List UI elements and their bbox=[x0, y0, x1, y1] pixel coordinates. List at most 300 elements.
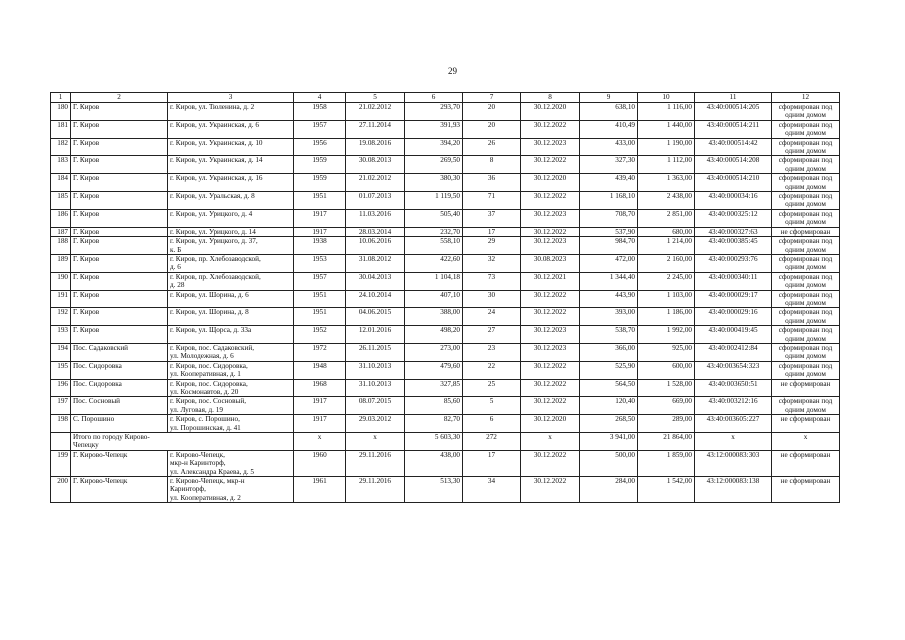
value-col10: 2 245,00 bbox=[638, 272, 695, 290]
row-number: 195 bbox=[51, 361, 71, 379]
cadastral-number: 43:40:002412:84 bbox=[695, 343, 772, 361]
row-number: 182 bbox=[51, 138, 71, 156]
value-col10: 600,00 bbox=[638, 361, 695, 379]
resettlement-deadline: 30.12.2023 bbox=[521, 237, 580, 255]
recognition-date: 29.03.2012 bbox=[346, 415, 405, 433]
register-table bbox=[50, 92, 840, 503]
construction-year: 1957 bbox=[294, 120, 346, 138]
table-row bbox=[51, 379, 840, 397]
resident-count: 25 bbox=[463, 379, 521, 397]
table-row bbox=[51, 156, 840, 174]
recognition-date: 27.11.2014 bbox=[346, 120, 405, 138]
cadastral-number: 43:40:003605:227 bbox=[695, 415, 772, 433]
construction-year: 1957 bbox=[294, 272, 346, 290]
area-value: 391,93 bbox=[405, 120, 463, 138]
table-row bbox=[51, 326, 840, 344]
table-row bbox=[51, 227, 840, 236]
table-row bbox=[51, 308, 840, 326]
area-value: 422,60 bbox=[405, 254, 463, 272]
locality: Г. Киров bbox=[71, 120, 168, 138]
resident-count: 20 bbox=[463, 103, 521, 121]
locality: Г. Киров bbox=[71, 138, 168, 156]
value-col9: 284,00 bbox=[580, 477, 638, 503]
land-status: сформирован под одним домом bbox=[772, 120, 840, 138]
area-value: 407,10 bbox=[405, 290, 463, 308]
column-number: 12 bbox=[772, 93, 840, 103]
table-row bbox=[51, 450, 840, 476]
row-number: 183 bbox=[51, 156, 71, 174]
value-col10: 1 542,00 bbox=[638, 477, 695, 503]
value-col10: 2 438,00 bbox=[638, 192, 695, 210]
area-value: 269,50 bbox=[405, 156, 463, 174]
cadastral-number: 43:40:000327:63 bbox=[695, 227, 772, 236]
total-col9: 3 941,00 bbox=[580, 433, 638, 451]
value-col10: 1 214,00 bbox=[638, 237, 695, 255]
table-row bbox=[51, 415, 840, 433]
locality: Г. Киров bbox=[71, 326, 168, 344]
land-status: сформирован под одним домом bbox=[772, 174, 840, 192]
column-number: 1 bbox=[51, 93, 71, 103]
land-status: не сформирован bbox=[772, 450, 840, 476]
construction-year: 1956 bbox=[294, 138, 346, 156]
value-col10: 1 186,00 bbox=[638, 308, 695, 326]
total-empty bbox=[51, 433, 71, 451]
row-number: 180 bbox=[51, 103, 71, 121]
construction-year: 1917 bbox=[294, 227, 346, 236]
construction-year: 1917 bbox=[294, 397, 346, 415]
area-value: 1 104,18 bbox=[405, 272, 463, 290]
table-row bbox=[51, 103, 840, 121]
land-status: сформирован под одним домом bbox=[772, 290, 840, 308]
value-col9: 1 344,40 bbox=[580, 272, 638, 290]
resettlement-deadline: 30.12.2020 bbox=[521, 174, 580, 192]
table-row bbox=[51, 174, 840, 192]
recognition-date: 04.06.2015 bbox=[346, 308, 405, 326]
address: г. Киров, пр. Хлебозаводской, д. 28 bbox=[168, 272, 294, 290]
recognition-date: 30.04.2013 bbox=[346, 272, 405, 290]
address: г. Киров, пос. Сидоровка, ул. Космонавтов, д. 20 bbox=[168, 379, 294, 397]
row-number: 189 bbox=[51, 254, 71, 272]
resettlement-deadline: 30.12.2022 bbox=[521, 308, 580, 326]
resettlement-deadline: 30.08.2023 bbox=[521, 254, 580, 272]
resident-count: 37 bbox=[463, 209, 521, 227]
locality: Г. Кирово-Чепецк bbox=[71, 450, 168, 476]
resident-count: 20 bbox=[463, 120, 521, 138]
value-col9: 443,90 bbox=[580, 290, 638, 308]
recognition-date: 12.01.2016 bbox=[346, 326, 405, 344]
value-col10: 1 112,00 bbox=[638, 156, 695, 174]
locality: Г. Киров bbox=[71, 272, 168, 290]
area-value: 232,70 bbox=[405, 227, 463, 236]
land-status: сформирован под одним домом bbox=[772, 209, 840, 227]
value-col9: 439,40 bbox=[580, 174, 638, 192]
recognition-date: 28.03.2014 bbox=[346, 227, 405, 236]
locality: Г. Киров bbox=[71, 237, 168, 255]
area-value: 438,00 bbox=[405, 450, 463, 476]
land-status: не сформирован bbox=[772, 227, 840, 236]
resettlement-deadline: 30.12.2022 bbox=[521, 379, 580, 397]
row-number: 198 bbox=[51, 415, 71, 433]
locality: Г. Киров bbox=[71, 103, 168, 121]
column-number: 10 bbox=[638, 93, 695, 103]
construction-year: 1968 bbox=[294, 379, 346, 397]
resident-count: 22 bbox=[463, 361, 521, 379]
cadastral-number: 43:40:000293:76 bbox=[695, 254, 772, 272]
value-col10: 1 992,00 bbox=[638, 326, 695, 344]
cadastral-number: 43:40:003650:51 bbox=[695, 379, 772, 397]
land-status: не сформирован bbox=[772, 415, 840, 433]
construction-year: 1953 bbox=[294, 254, 346, 272]
row-number: 187 bbox=[51, 227, 71, 236]
value-col9: 393,00 bbox=[580, 308, 638, 326]
row-number: 191 bbox=[51, 290, 71, 308]
column-number: 5 bbox=[346, 93, 405, 103]
total-deadline: х bbox=[521, 433, 580, 451]
recognition-date: 29.11.2016 bbox=[346, 477, 405, 503]
row-number: 194 bbox=[51, 343, 71, 361]
address: г. Киров, ул. Тюленина, д. 2 bbox=[168, 103, 294, 121]
cadastral-number: 43:40:003654:323 bbox=[695, 361, 772, 379]
row-number: 188 bbox=[51, 237, 71, 255]
land-status: сформирован под одним домом bbox=[772, 138, 840, 156]
resident-count: 6 bbox=[463, 415, 521, 433]
area-value: 273,00 bbox=[405, 343, 463, 361]
total-status: х bbox=[772, 433, 840, 451]
page-number: 29 bbox=[448, 66, 457, 76]
resettlement-deadline: 30.12.2022 bbox=[521, 477, 580, 503]
value-col9: 500,00 bbox=[580, 450, 638, 476]
table-row bbox=[51, 477, 840, 503]
cadastral-number: 43:40:000514:42 bbox=[695, 138, 772, 156]
value-col10: 1 190,00 bbox=[638, 138, 695, 156]
area-value: 293,70 bbox=[405, 103, 463, 121]
construction-year: 1960 bbox=[294, 450, 346, 476]
resident-count: 23 bbox=[463, 343, 521, 361]
address: г. Киров, ул. Украинская, д. 14 bbox=[168, 156, 294, 174]
area-value: 558,10 bbox=[405, 237, 463, 255]
recognition-date: 31.10.2013 bbox=[346, 379, 405, 397]
column-number: 6 bbox=[405, 93, 463, 103]
table-row bbox=[51, 138, 840, 156]
value-col9: 525,90 bbox=[580, 361, 638, 379]
area-value: 513,30 bbox=[405, 477, 463, 503]
cadastral-number: 43:40:000385:45 bbox=[695, 237, 772, 255]
resident-count: 29 bbox=[463, 237, 521, 255]
resettlement-deadline: 30.12.2023 bbox=[521, 326, 580, 344]
recognition-date: 19.08.2016 bbox=[346, 138, 405, 156]
resettlement-deadline: 30.12.2022 bbox=[521, 450, 580, 476]
column-number-row bbox=[51, 93, 840, 103]
row-number: 186 bbox=[51, 209, 71, 227]
value-col10: 1 528,00 bbox=[638, 379, 695, 397]
recognition-date: 26.11.2015 bbox=[346, 343, 405, 361]
value-col9: 638,10 bbox=[580, 103, 638, 121]
area-value: 85,60 bbox=[405, 397, 463, 415]
land-status: сформирован под одним домом bbox=[772, 254, 840, 272]
value-col9: 268,50 bbox=[580, 415, 638, 433]
land-status: сформирован под одним домом bbox=[772, 308, 840, 326]
resettlement-deadline: 30.12.2022 bbox=[521, 156, 580, 174]
recognition-date: 10.06.2016 bbox=[346, 237, 405, 255]
value-col10: 1 440,00 bbox=[638, 120, 695, 138]
area-value: 82,70 bbox=[405, 415, 463, 433]
row-number: 181 bbox=[51, 120, 71, 138]
row-number: 185 bbox=[51, 192, 71, 210]
resident-count: 17 bbox=[463, 227, 521, 236]
locality: Г. Киров bbox=[71, 174, 168, 192]
row-number: 192 bbox=[51, 308, 71, 326]
address: г. Киров, пос. Сосновый, ул. Луговая, д. 19 bbox=[168, 397, 294, 415]
area-value: 394,20 bbox=[405, 138, 463, 156]
total-year: х bbox=[294, 433, 346, 451]
total-date: х bbox=[346, 433, 405, 451]
resettlement-deadline: 30.12.2020 bbox=[521, 103, 580, 121]
address: г. Киров, ул. Уральская, д. 8 bbox=[168, 192, 294, 210]
cadastral-number: 43:40:000419:45 bbox=[695, 326, 772, 344]
land-status: сформирован под одним домом bbox=[772, 272, 840, 290]
table-row bbox=[51, 290, 840, 308]
address: г. Киров, ул. Украинская, д. 6 bbox=[168, 120, 294, 138]
address: г. Кирово-Чепецк, мкр-н Каринторф, ул. Кооперативная, д. 2 bbox=[168, 477, 294, 503]
value-col10: 925,00 bbox=[638, 343, 695, 361]
construction-year: 1952 bbox=[294, 326, 346, 344]
row-number: 184 bbox=[51, 174, 71, 192]
column-number: 2 bbox=[71, 93, 168, 103]
cadastral-number: 43:12:000083:138 bbox=[695, 477, 772, 503]
cadastral-number: 43:40:000514:210 bbox=[695, 174, 772, 192]
table-row bbox=[51, 120, 840, 138]
area-value: 479,60 bbox=[405, 361, 463, 379]
recognition-date: 31.08.2012 bbox=[346, 254, 405, 272]
total-label: Итого по городу Кирово- Чепецку bbox=[71, 433, 294, 451]
cadastral-number: 43:40:000514:211 bbox=[695, 120, 772, 138]
recognition-date: 24.10.2014 bbox=[346, 290, 405, 308]
resettlement-deadline: 30.12.2022 bbox=[521, 397, 580, 415]
resident-count: 34 bbox=[463, 477, 521, 503]
recognition-date: 08.07.2015 bbox=[346, 397, 405, 415]
column-number: 7 bbox=[463, 93, 521, 103]
locality: Г. Киров bbox=[71, 308, 168, 326]
column-number: 8 bbox=[521, 93, 580, 103]
land-status: не сформирован bbox=[772, 477, 840, 503]
value-col9: 538,70 bbox=[580, 326, 638, 344]
table-row bbox=[51, 192, 840, 210]
address: г. Киров, ул. Урицкого, д. 37, к. Б bbox=[168, 237, 294, 255]
cadastral-number: 43:40:000029:16 bbox=[695, 308, 772, 326]
construction-year: 1951 bbox=[294, 290, 346, 308]
resident-count: 24 bbox=[463, 308, 521, 326]
total-count: 272 bbox=[463, 433, 521, 451]
construction-year: 1917 bbox=[294, 209, 346, 227]
value-col9: 1 168,10 bbox=[580, 192, 638, 210]
land-status: сформирован под одним домом bbox=[772, 361, 840, 379]
column-number: 4 bbox=[294, 93, 346, 103]
resident-count: 73 bbox=[463, 272, 521, 290]
locality: Пос. Садаковский bbox=[71, 343, 168, 361]
construction-year: 1958 bbox=[294, 103, 346, 121]
construction-year: 1959 bbox=[294, 174, 346, 192]
recognition-date: 21.02.2012 bbox=[346, 174, 405, 192]
resettlement-deadline: 30.12.2022 bbox=[521, 290, 580, 308]
area-value: 505,40 bbox=[405, 209, 463, 227]
land-status: сформирован под одним домом bbox=[772, 237, 840, 255]
resettlement-deadline: 30.12.2022 bbox=[521, 120, 580, 138]
construction-year: 1948 bbox=[294, 361, 346, 379]
area-value: 388,00 bbox=[405, 308, 463, 326]
address: г. Киров, пос. Сидоровка, ул. Кооперативная, д. 1 bbox=[168, 361, 294, 379]
value-col10: 2 851,00 bbox=[638, 209, 695, 227]
construction-year: 1959 bbox=[294, 156, 346, 174]
address: г. Киров, ул. Шорина, д. 6 bbox=[168, 290, 294, 308]
land-status: сформирован под одним домом bbox=[772, 192, 840, 210]
value-col10: 1 116,00 bbox=[638, 103, 695, 121]
address: г. Киров, ул. Щорса, д. 33а bbox=[168, 326, 294, 344]
table-row bbox=[51, 397, 840, 415]
table-row bbox=[51, 209, 840, 227]
resettlement-deadline: 30.12.2020 bbox=[521, 415, 580, 433]
value-col9: 984,70 bbox=[580, 237, 638, 255]
resident-count: 5 bbox=[463, 397, 521, 415]
total-cadastral: х bbox=[695, 433, 772, 451]
value-col9: 564,50 bbox=[580, 379, 638, 397]
row-number: 190 bbox=[51, 272, 71, 290]
locality: Г. Киров bbox=[71, 290, 168, 308]
row-number: 200 bbox=[51, 477, 71, 503]
resettlement-deadline: 30.12.2021 bbox=[521, 272, 580, 290]
value-col10: 289,00 bbox=[638, 415, 695, 433]
cadastral-number: 43:40:000029:17 bbox=[695, 290, 772, 308]
address: г. Киров, пр. Хлебозаводской, д. 6 bbox=[168, 254, 294, 272]
land-status: сформирован под одним домом bbox=[772, 397, 840, 415]
resettlement-deadline: 30.12.2022 bbox=[521, 192, 580, 210]
land-status: сформирован под одним домом bbox=[772, 156, 840, 174]
column-number: 3 bbox=[168, 93, 294, 103]
table-row bbox=[51, 237, 840, 255]
value-col9: 410,49 bbox=[580, 120, 638, 138]
locality: Пос. Сидоровка bbox=[71, 361, 168, 379]
value-col9: 708,70 bbox=[580, 209, 638, 227]
construction-year: 1951 bbox=[294, 308, 346, 326]
value-col9: 433,00 bbox=[580, 138, 638, 156]
cadastral-number: 43:40:003212:16 bbox=[695, 397, 772, 415]
construction-year: 1951 bbox=[294, 192, 346, 210]
row-number: 199 bbox=[51, 450, 71, 476]
cadastral-number: 43:40:000034:16 bbox=[695, 192, 772, 210]
address: г. Киров, ул. Урицкого, д. 4 bbox=[168, 209, 294, 227]
address: г. Киров, пос. Садаковский, ул. Молодежная, д. 6 bbox=[168, 343, 294, 361]
row-number: 193 bbox=[51, 326, 71, 344]
resettlement-deadline: 30.12.2022 bbox=[521, 361, 580, 379]
land-status: сформирован под одним домом bbox=[772, 343, 840, 361]
recognition-date: 11.03.2016 bbox=[346, 209, 405, 227]
land-status: не сформирован bbox=[772, 379, 840, 397]
cadastral-number: 43:40:000514:208 bbox=[695, 156, 772, 174]
recognition-date: 31.10.2013 bbox=[346, 361, 405, 379]
construction-year: 1938 bbox=[294, 237, 346, 255]
resident-count: 32 bbox=[463, 254, 521, 272]
resident-count: 27 bbox=[463, 326, 521, 344]
area-value: 327,85 bbox=[405, 379, 463, 397]
resident-count: 8 bbox=[463, 156, 521, 174]
total-row bbox=[51, 433, 840, 451]
column-number: 11 bbox=[695, 93, 772, 103]
locality: Г. Киров bbox=[71, 209, 168, 227]
construction-year: 1972 bbox=[294, 343, 346, 361]
construction-year: 1917 bbox=[294, 415, 346, 433]
locality: Г. Киров bbox=[71, 227, 168, 236]
table-row bbox=[51, 361, 840, 379]
value-col10: 669,00 bbox=[638, 397, 695, 415]
resident-count: 71 bbox=[463, 192, 521, 210]
locality: Г. Кирово-Чепецк bbox=[71, 477, 168, 503]
recognition-date: 01.07.2013 bbox=[346, 192, 405, 210]
total-col10: 21 864,00 bbox=[638, 433, 695, 451]
address: г. Кирово-Чепецк, мкр-н Каринторф, ул. Александра Краева, д. 5 bbox=[168, 450, 294, 476]
resident-count: 36 bbox=[463, 174, 521, 192]
column-number: 9 bbox=[580, 93, 638, 103]
recognition-date: 29.11.2016 bbox=[346, 450, 405, 476]
value-col10: 1 363,00 bbox=[638, 174, 695, 192]
value-col9: 537,90 bbox=[580, 227, 638, 236]
locality: Г. Киров bbox=[71, 192, 168, 210]
locality: Пос. Сидоровка bbox=[71, 379, 168, 397]
row-number: 196 bbox=[51, 379, 71, 397]
cadastral-number: 43:40:000340:11 bbox=[695, 272, 772, 290]
locality: Пос. Сосновый bbox=[71, 397, 168, 415]
value-col9: 472,00 bbox=[580, 254, 638, 272]
locality: Г. Киров bbox=[71, 156, 168, 174]
total-area: 5 603,30 bbox=[405, 433, 463, 451]
area-value: 498,20 bbox=[405, 326, 463, 344]
table-row bbox=[51, 343, 840, 361]
construction-year: 1961 bbox=[294, 477, 346, 503]
cadastral-number: 43:40:000514:205 bbox=[695, 103, 772, 121]
value-col10: 2 160,00 bbox=[638, 254, 695, 272]
address: г. Киров, ул. Урицкого, д. 14 bbox=[168, 227, 294, 236]
locality: Г. Киров bbox=[71, 254, 168, 272]
address: г. Киров, ул. Шорина, д. 8 bbox=[168, 308, 294, 326]
land-status: сформирован под одним домом bbox=[772, 103, 840, 121]
value-col9: 366,00 bbox=[580, 343, 638, 361]
cadastral-number: 43:40:000325:12 bbox=[695, 209, 772, 227]
locality: С. Порошино bbox=[71, 415, 168, 433]
row-number: 197 bbox=[51, 397, 71, 415]
resident-count: 30 bbox=[463, 290, 521, 308]
recognition-date: 21.02.2012 bbox=[346, 103, 405, 121]
area-value: 1 119,50 bbox=[405, 192, 463, 210]
resettlement-deadline: 30.12.2022 bbox=[521, 227, 580, 236]
land-status: сформирован под одним домом bbox=[772, 326, 840, 344]
resettlement-deadline: 30.12.2023 bbox=[521, 343, 580, 361]
address: г. Киров, ул. Украинская, д. 10 bbox=[168, 138, 294, 156]
table-body bbox=[51, 93, 840, 503]
value-col10: 1 859,00 bbox=[638, 450, 695, 476]
recognition-date: 30.08.2013 bbox=[346, 156, 405, 174]
value-col9: 120,40 bbox=[580, 397, 638, 415]
resident-count: 17 bbox=[463, 450, 521, 476]
value-col10: 1 103,00 bbox=[638, 290, 695, 308]
resettlement-deadline: 30.12.2023 bbox=[521, 138, 580, 156]
address: г. Киров, ул. Украинская, д. 16 bbox=[168, 174, 294, 192]
value-col10: 680,00 bbox=[638, 227, 695, 236]
table-row bbox=[51, 272, 840, 290]
resident-count: 26 bbox=[463, 138, 521, 156]
table-row bbox=[51, 254, 840, 272]
resettlement-deadline: 30.12.2023 bbox=[521, 209, 580, 227]
cadastral-number: 43:12:000083:303 bbox=[695, 450, 772, 476]
value-col9: 327,30 bbox=[580, 156, 638, 174]
address: г. Киров, с. Порошино, ул. Порошинская, д. 41 bbox=[168, 415, 294, 433]
